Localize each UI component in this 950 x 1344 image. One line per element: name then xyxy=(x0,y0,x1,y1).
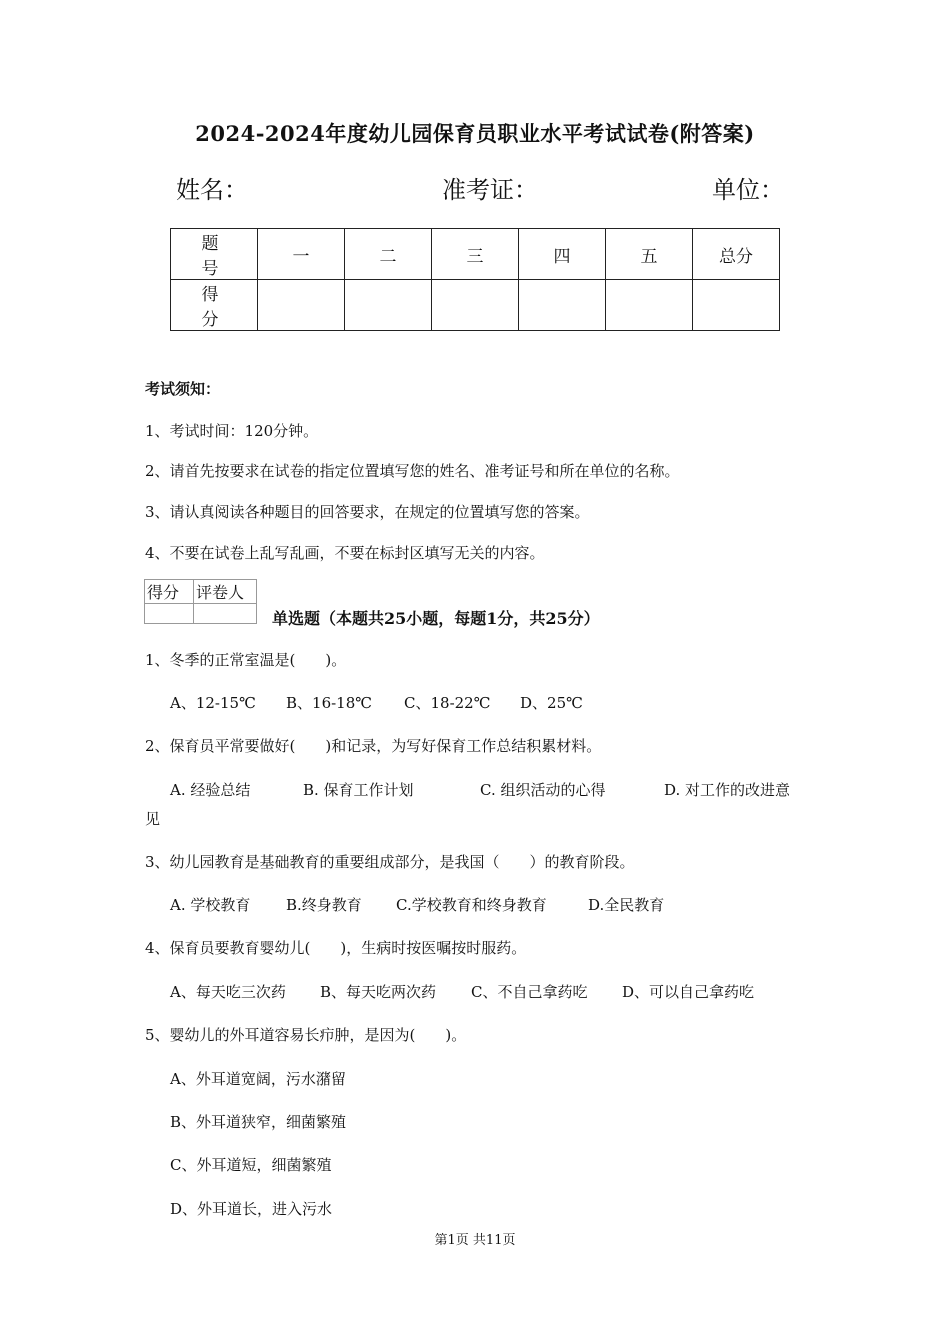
question-3-options xyxy=(170,894,664,915)
section-heading: 单选题（本题共25小题，每题1分，共25分） xyxy=(272,609,600,628)
option: C.学校教育和终身教育 xyxy=(396,896,547,914)
note-item: 2、请首先按要求在试卷的指定位置填写您的姓名、准考证号和所在单位的名称。 xyxy=(145,462,680,480)
question-2-options xyxy=(170,779,790,800)
question-5-option-b: B、外耳道狭窄，细菌繁殖 xyxy=(170,1113,347,1131)
score-cell xyxy=(519,280,606,331)
score-cell xyxy=(345,280,432,331)
option: B、16-18℃ xyxy=(286,694,373,712)
exam-title: 2024-2024年度幼儿园保育员职业水平考试试卷(附答案) xyxy=(195,121,755,146)
question-1: 1、冬季的正常室温是( )。 xyxy=(145,651,347,669)
option: B.终身教育 xyxy=(286,896,362,914)
score-cell xyxy=(432,280,519,331)
question-5-option-d: D、外耳道长，进入污水 xyxy=(170,1200,333,1218)
question-4: 4、保育员要教育婴幼儿( )，生病时按医嘱按时服药。 xyxy=(145,939,527,957)
section-3-header: 三 xyxy=(432,229,519,280)
question-5-option-a: A、外耳道宽阔，污水潴留 xyxy=(170,1070,346,1088)
question-2-option-wrap: 见 xyxy=(145,810,161,828)
grader-box xyxy=(144,579,257,624)
option: A. 学校教育 xyxy=(170,896,251,914)
section-2-header: 二 xyxy=(345,229,432,280)
question-number-header: 题 号 xyxy=(171,229,258,280)
option: B. 保育工作计划 xyxy=(303,781,414,799)
score-cell xyxy=(693,280,780,331)
option: A、12-15℃ xyxy=(170,694,256,712)
question-5: 5、婴幼儿的外耳道容易长疖肿，是因为( )。 xyxy=(145,1026,467,1044)
score-cell xyxy=(606,280,693,331)
option: A. 经验总结 xyxy=(170,781,251,799)
name-label: 姓名： xyxy=(176,176,248,204)
total-header: 总分 xyxy=(693,229,780,280)
option: A、每天吃三次药 xyxy=(170,983,286,1001)
option: D. 对工作的改进意 xyxy=(664,781,791,799)
grader-score-label: 得分 xyxy=(145,580,194,604)
grader-score-cell xyxy=(145,604,194,624)
option: D、25℃ xyxy=(520,694,583,712)
ticket-label: 准考证： xyxy=(442,176,538,204)
question-2: 2、保育员平常要做好( )和记录，为写好保育工作总结积累材料。 xyxy=(145,737,602,755)
grader-reviewer-cell xyxy=(194,604,257,624)
question-1-options xyxy=(170,692,583,713)
option: D、可以自己拿药吃 xyxy=(622,983,755,1001)
section-4-header: 四 xyxy=(519,229,606,280)
option: C、18-22℃ xyxy=(404,694,491,712)
note-item: 4、不要在试卷上乱写乱画，不要在标封区填写无关的内容。 xyxy=(145,544,545,562)
section-5-header: 五 xyxy=(606,229,693,280)
page-footer: 第1页 共11页 xyxy=(434,1233,516,1248)
question-5-option-c: C、外耳道短，细菌繁殖 xyxy=(170,1156,332,1174)
score-table xyxy=(170,228,780,331)
score-row-label: 得 分 xyxy=(171,280,258,331)
option: C、不自己拿药吃 xyxy=(471,983,588,1001)
score-table-header-row xyxy=(171,229,780,280)
score-table-score-row xyxy=(171,280,780,331)
question-4-options xyxy=(170,981,754,1002)
option: B、每天吃两次药 xyxy=(320,983,437,1001)
notes-title: 考试须知： xyxy=(145,380,221,398)
grader-reviewer-label: 评卷人 xyxy=(194,580,257,604)
question-3: 3、幼儿园教育是基础教育的重要组成部分，是我国（ ）的教育阶段。 xyxy=(145,853,635,871)
note-item: 3、请认真阅读各种题目的回答要求，在规定的位置填写您的答案。 xyxy=(145,503,590,521)
unit-label: 单位： xyxy=(712,176,784,204)
option: D.全民教育 xyxy=(588,896,665,914)
note-item: 1、考试时间：120分钟。 xyxy=(145,422,319,440)
section-1-header: 一 xyxy=(258,229,345,280)
option: C. 组织活动的心得 xyxy=(480,781,606,799)
